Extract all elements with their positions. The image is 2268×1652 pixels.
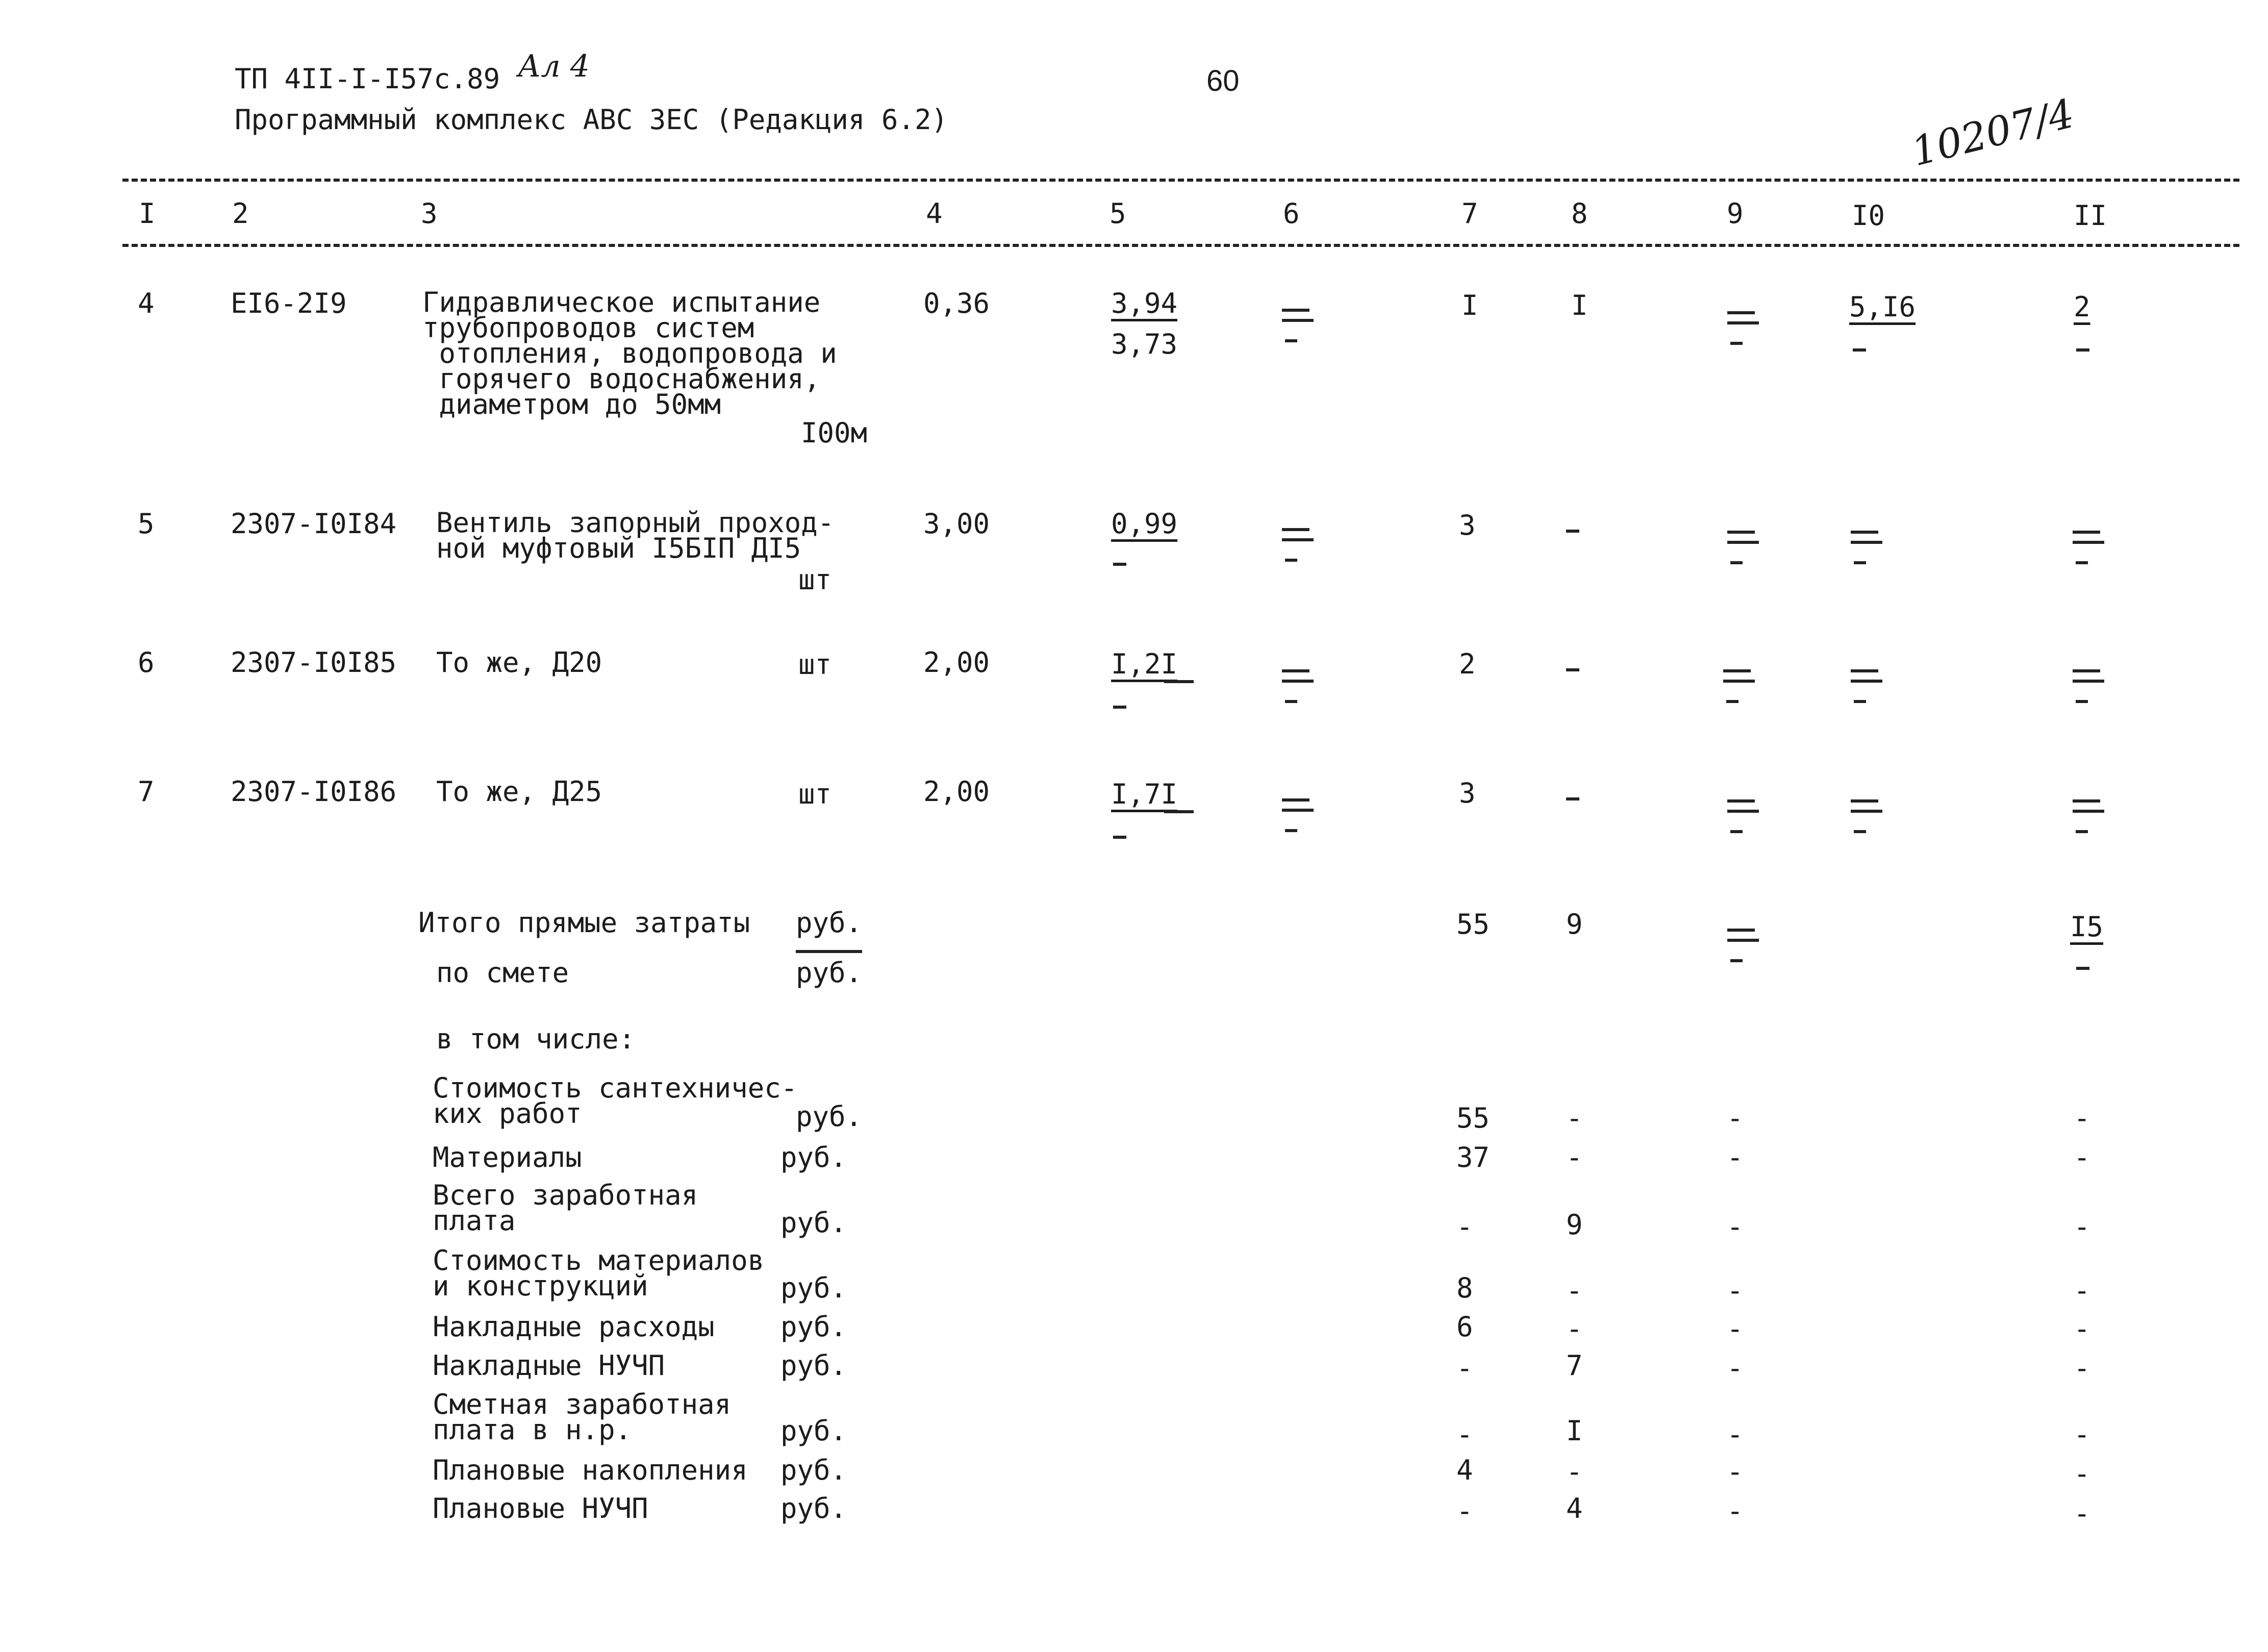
row-c5-top: I,7I [1111,778,1178,810]
row-quantity: 2,00 [923,646,990,679]
row-c8: I [1571,289,1588,321]
breakdown-unit: руб. [780,1454,847,1486]
header-rule-bottom [122,244,2239,247]
row-code: 2307-I0I85 [231,646,397,679]
breakdown-c7: 4 [1456,1454,1473,1486]
col-7: 7 [1461,197,1478,230]
breakdown-c8: - [1566,1274,1583,1307]
fraction-dash-mark [1278,798,1314,834]
totals-c11: I5 [2070,911,2104,943]
breakdown-c8: - [1566,1102,1583,1134]
breakdown-c11: - [2074,1418,2090,1450]
breakdown-c8: - [1566,1456,1583,1488]
breakdown-unit: руб. [780,1349,847,1382]
breakdown-c11: - [2074,1352,2090,1384]
handwritten-album-note: Ал 4 [518,48,590,84]
breakdown-label: Материалы [433,1141,582,1173]
fraction-dash-mark [2069,799,2104,835]
breakdown-unit: руб. [780,1207,847,1239]
breakdown-unit: руб. [780,1311,847,1343]
row-description: Гидравлическое испытание трубопроводов систем отопления, водопровода и горячего водоснабжения, диаметром до 50мм [422,286,837,420]
breakdown-unit: руб. [780,1141,847,1173]
breakdown-c11: - [2074,1497,2090,1530]
handwritten-ref-number: 10207/4 [1907,90,2079,176]
totals-c8: 9 [1566,908,1583,940]
row-description: Вентиль запорный проход- ной муфтовый I5БIП ДI5 [436,507,835,564]
col-5: 5 [1110,197,1126,230]
breakdown-c8: I [1566,1415,1583,1447]
row-quantity: 2,00 [923,775,990,808]
row-number: 6 [138,646,155,679]
breakdown-c7: 55 [1456,1102,1490,1134]
breakdown-c9: - [1727,1211,1744,1243]
row-unit: шт [798,564,832,596]
program-title: Программный комплекс АВС ЗЕС (Редакция 6.2) [235,104,948,136]
breakdown-c8: - [1566,1141,1583,1173]
dash-mark [1113,836,1126,839]
dash-mark [1113,706,1126,709]
breakdown-label: Сметная заработная плата в н.р. [433,1388,732,1446]
row-number: 7 [138,775,155,808]
row-code: 2307-I0I86 [231,775,397,808]
row-c7: 3 [1459,777,1476,809]
fraction-dash-mark [1719,669,1755,705]
dash-mark [2076,967,2089,970]
fraction-dash-mark [1723,929,1759,964]
col-1: I [139,197,156,230]
breakdown-c9: - [1727,1313,1744,1345]
breakdown-c11: - [2074,1102,2090,1134]
breakdown-label: Всего заработная плата [433,1179,698,1237]
row-c7: 2 [1459,648,1476,680]
breakdown-label: Стоимость сантехничес- ких работ [433,1072,798,1130]
row-unit: шт [798,778,832,810]
breakdown-c8: 9 [1566,1209,1583,1241]
row-description: То же, Д20 [436,646,602,679]
breakdown-label: Накладные расходы [433,1311,715,1343]
fraction-dash-mark [1723,799,1759,835]
breakdown-c9: - [1727,1418,1744,1450]
underline-extension [1164,810,1194,813]
row-c5-top: 0,99 [1111,508,1178,540]
totals-unit-underline [796,950,862,953]
breakdown-c9: - [1727,1102,1744,1134]
row-quantity: 3,00 [923,508,990,540]
dash-mark [1566,530,1579,533]
breakdown-c9: - [1727,1456,1744,1488]
page-number: 60 [1206,64,1240,97]
col-8: 8 [1571,197,1588,230]
col-11: II [2074,199,2107,232]
fraction-dash-mark [1278,669,1314,705]
breakdown-unit: руб. [796,1100,863,1133]
breakdown-c9: - [1727,1141,1744,1173]
row-c7: 3 [1459,509,1476,541]
row-quantity: 0,36 [923,287,990,319]
col-3: 3 [421,197,438,230]
totals-label: Итого прямые затраты [418,907,750,939]
fraction-dash-mark [2069,531,2104,566]
fraction-dash-mark [1723,531,1759,566]
breakdown-c8: 4 [1566,1492,1583,1524]
row-code: EI6-2I9 [231,287,347,319]
col-4: 4 [926,197,943,230]
row-c11-top: 2 [2074,291,2090,323]
dash-mark [1113,563,1126,566]
breakdown-label: Плановые накопления [433,1454,748,1486]
fraction-dash-mark [1847,531,1882,566]
dash-mark [1566,668,1579,671]
breakdown-c8: 7 [1566,1349,1583,1382]
row-description: То же, Д25 [436,775,602,808]
row-c7: I [1461,289,1478,321]
breakdown-c7: 6 [1456,1311,1473,1343]
col-10: I0 [1852,199,1885,232]
fraction-dash-mark [1847,669,1882,705]
breakdown-c7: 37 [1456,1141,1490,1173]
row-code: 2307-I0I84 [231,508,397,540]
dash-mark [2076,348,2089,352]
header-rule-top [122,179,2239,182]
breakdown-unit: руб. [780,1492,847,1524]
col-2: 2 [232,197,249,230]
breakdown-unit: руб. [780,1415,847,1447]
breakdown-c9: - [1727,1352,1744,1384]
breakdown-c7: - [1456,1352,1473,1384]
totals-c7: 55 [1456,908,1490,940]
dash-mark [1566,797,1579,800]
in-that-label: в том числе: [436,1023,636,1055]
breakdown-unit: руб. [780,1272,847,1304]
fraction-dash-mark [1723,311,1759,347]
breakdown-c11: - [2074,1313,2090,1345]
estimate-unit: руб. [796,957,863,989]
breakdown-label: Плановые НУЧП [433,1492,648,1524]
row-number: 4 [138,287,155,319]
row-c5-bottom: 3,73 [1111,328,1178,360]
breakdown-label: Накладные НУЧП [433,1349,665,1382]
row-c5-top: 3,94 [1111,287,1178,319]
underline-extension [1164,680,1194,683]
fraction-dash-mark [1847,799,1882,835]
breakdown-c9: - [1727,1495,1744,1527]
row-number: 5 [138,508,155,540]
fraction-dash-mark [1278,309,1314,344]
row-c5-top: I,2I [1111,648,1178,680]
col-6: 6 [1283,197,1300,230]
row-c10-top: 5,I6 [1849,291,1916,323]
totals-unit: руб. [796,907,863,939]
fraction-dash-mark [2069,669,2104,705]
breakdown-c9: - [1727,1274,1744,1307]
breakdown-c8: - [1566,1313,1583,1345]
breakdown-c11: - [2074,1274,2090,1307]
col-9: 9 [1727,197,1744,230]
row-unit: I00м [801,417,868,449]
breakdown-c7: - [1456,1418,1473,1450]
breakdown-c11: - [2074,1211,2090,1243]
breakdown-c11: - [2074,1458,2090,1490]
breakdown-c7: - [1456,1211,1473,1243]
breakdown-c7: 8 [1456,1272,1473,1304]
document-code: ТП 4II-I-I57с.89 [235,63,500,95]
breakdown-label: Стоимость материалов и конструкций [433,1244,765,1302]
breakdown-c11: - [2074,1141,2090,1173]
fraction-dash-mark [1278,528,1314,564]
row-unit: шт [798,648,832,681]
dash-mark [1853,348,1866,352]
estimate-label: по смете [436,957,569,989]
breakdown-c7: - [1456,1495,1473,1527]
